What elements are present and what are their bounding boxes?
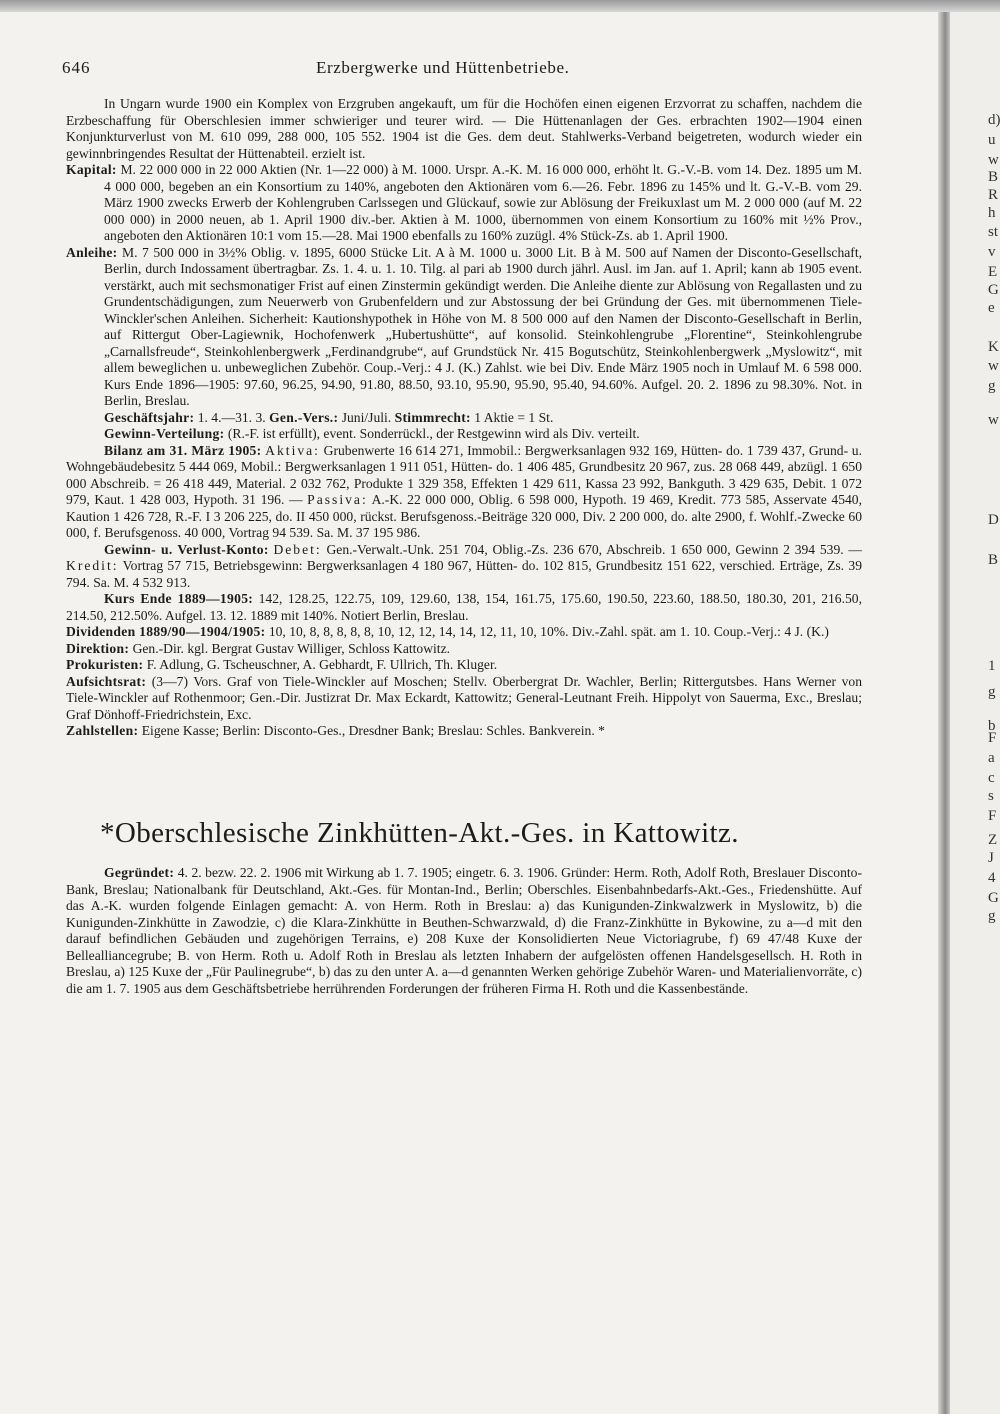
adjacent-page	[950, 12, 1000, 1414]
adjacent-page-fragment: s	[988, 788, 994, 804]
entry-label-3: Stimmrecht:	[394, 409, 471, 425]
adjacent-page-fragment: 4	[988, 870, 996, 886]
entry-label: Gewinn-Verteilung:	[104, 426, 225, 441]
entry-label: Gewinn- u. Verlust-Konto:	[104, 541, 269, 557]
adjacent-page-fragment: D	[988, 512, 999, 528]
entry-kurs	[66, 591, 862, 624]
adjacent-page-fragment: G	[988, 890, 999, 906]
adjacent-page-fragment: g	[988, 684, 996, 700]
entry-text: M. 22 000 000 in 22 000 Aktien (Nr. 1—22 000) à M. 1000. Urspr. A.-K. M. 16 000 000, erhöht lt. G.-V.-B. vom 14. Dez. 1895 um M. 4 000 000, begeben an ein Konsortium zu 140%, angeboten den Aktionären vom 6.—26. Febr. 1896 zu 145% und lt. G.-V.-B. vom 29. März 1900 zwecks Erwerb der Kohlengruben Carlssegen und Glückauf, sowie zur Ablösung der Freikuxlast um M. 2 000 000 (auf M. 22 000 000) in 2000 neuen, ab 1. April 1900 div.-ber. Aktien à M. 1000, übernommen von einem Konsortium zu 160% mit ½% Prov., angeboten den Aktionären 10:1 vom 15.—28. Mai 1900 ebenfalls zu 160% zuzügl. 4% Stück-Zs. ab 1. April 1900.	[104, 162, 862, 243]
entry-text: (3—7) Vors. Graf von Tiele-Winckler auf Moschen; Stellv. Oberbergrat Dr. Wachler, Berlin; Rittergutsbes. Hans Werner von Tiele-Winckler auf Rothenmoor; Gen.-Dir. Justizrat Dr. Max Eckardt, Kattowitz; General-Leutnant Freih. Hippolyt von Sauerma, Exc., Breslau; Graf Dönhoff-Friedrichstein, Exc.	[66, 673, 862, 722]
page-number: 646	[62, 58, 91, 77]
entry-label: Aufsichtsrat:	[66, 673, 147, 689]
entry-zahlstellen	[66, 723, 862, 740]
adjacent-page-fragment: v	[988, 244, 996, 260]
second-entry	[66, 865, 862, 997]
entry-text-3: 1 Aktie = 1 St.	[474, 409, 554, 425]
entry-label: Prokuristen:	[66, 657, 144, 672]
adjacent-page-fragment: d)	[988, 112, 1000, 128]
passiva-label: Passiva:	[307, 492, 368, 507]
entry-label: Gegründet:	[104, 865, 175, 880]
entry-text: Grubenwerte 16 614 271, Immobil.: Bergwerksanlagen 932 169, Hütten- do. 1 739 437, Grund- u. Wohngebäudebesitz 5 444 069, Mobil.: Bergwerksanlagen 1 911 051, Hütten- do. 1 406 485, Grundbesitz 20 967, zus. 28 068 449, abzügl. 1 650 000 Abschreib. = 26 418 449, Material. 2 032 762, Produkte 1 329 358, Effekten 1 429 611, Kassa 23 992, Bankguth. 3 429 635, Debit. 1 072 979, Kaut. 1 428 003, Hypoth. 31 196. —	[66, 442, 862, 507]
adjacent-page-fragment: K	[988, 339, 999, 355]
entry-label: Dividenden 1889/90—1904/1905:	[66, 624, 266, 639]
adjacent-page-fragment: h	[988, 205, 996, 221]
intro-paragraph: In Ungarn wurde 1900 ein Komplex von Erzgruben angekauft, um für die Hochöfen einen eigenen Erzvorrat zu schaffen, nachdem die Erzbeschaffung für Oberschlesien immer schwieriger und teurer wird. — Die Hüttenanlagen der Ges. erbrachten 1902—1904 einen Konjunkturverlust von M. 610 099, 288 000, 105 552. 1904 ist die Ges. dem deut. Stahlwerks-Verband beigetreten, wodurch wieder ein gewinnbringendes Resultat der Hüttenabteil. erzielt ist.	[66, 96, 862, 161]
adjacent-page-fragment: g	[988, 908, 996, 924]
entry-prokuristen	[66, 657, 862, 674]
entry-kapital	[66, 162, 862, 245]
entry-text-2: A.-K. 22 000 000, Oblig. 6 598 000, Hypoth. 19 469, Kredit. 773 585, Asservate 4540, Kaution 1 426 728, R.-F. I 3 206 225, do. II 450 000, rückst. Berufsgenoss.-Beiträge 320 000, Div. 2 200 000, do. alte 2900, f. Wohlf.-Zwecke 60 000, f. Berufsgenoss. 40 000, Vortrag 94 539. Sa. M. 37 195 986.	[66, 492, 862, 540]
entry-label: Kapital:	[66, 162, 117, 177]
book-gutter	[938, 12, 950, 1414]
adjacent-page-fragment: a	[988, 750, 995, 766]
entry-label: Zahlstellen:	[66, 723, 139, 738]
entry-gegruendet	[66, 865, 862, 997]
adjacent-page-fragment: w	[988, 358, 999, 374]
entry-text: 4. 2. bezw. 22. 2. 1906 mit Wirkung ab 1. 7. 1905; eingetr. 6. 3. 1906. Gründer: Herm. Roth, Adolf Roth, Breslauer Disconto-Bank, Breslau; Nationalbank für Deutschland, Akt.-Ges. für Montan-Ind., Berlin; Oberschles. Eisenbahnbedarfs-Akt.-Ges., Friedenshütte. Auf das A.-K. wurden folgende Einlagen gemacht: A. von Herm. Roth in Breslau: a) das Kunigunden-Zinkwalzwerk in Myslowitz, b) die Kunigunden-Zinkhütte in Zawodzie, c) die Klara-Zinkhütte in Beuthen-Schwarzwald, d) die Franz-Zinkhütte in Bykowine, zu a—d mit den darauf befindlichen Gebäuden und zugehörigen Terrains, e) 208 Kuxe der Konsolidierten Neue Victoriagrube, f) 69 47/48 Kuxe der Bellealliancegrube; B. von Herm. Roth u. Adolf Roth in Breslau als letzten Inhabern der aufgelösten offenen Handelsgesellsch. H. Roth in Breslau, a) 125 Kuxe der „Für Paulinegrube“, b) das zu den unter A. a—d genannten Werken gehörige Zubehör Waren- und Materialienvorräte, c) die am 1. 7. 1905 aus dem Geschäftsbetriebe herrührenden Forderungen der früheren Firma H. Roth und die Kassenbestände.	[66, 865, 862, 996]
adjacent-page-fragment: st	[988, 224, 999, 240]
adjacent-page-fragment: R	[988, 187, 999, 203]
entry-anleihe	[66, 245, 862, 410]
adjacent-page-fragment: w	[988, 152, 999, 168]
entry-text-2: Vortrag 57 715, Betriebsgewinn: Bergwerksanlagen 4 180 967, Hütten- do. 102 815, Grundbesitz 151 622, verschied. Erträge, Zs. 39 794. Sa. M. 4 532 913.	[66, 558, 862, 590]
entry-text: F. Adlung, G. Tscheuschner, A. Gebhardt, F. Ullrich, Th. Kluger.	[146, 657, 498, 672]
entry-text: (R.-F. ist erfüllt), event. Sonderrückl., der Restgewinn wird als Div. verteilt.	[227, 426, 640, 441]
entry-aufsichtsrat	[66, 674, 862, 724]
adjacent-page-fragment: w	[988, 412, 999, 428]
entry-label-2: Gen.-Vers.:	[269, 409, 339, 425]
running-title: Erzbergwerke und Hüttenbetriebe.	[316, 58, 570, 77]
entry-label: Anleihe:	[66, 244, 118, 260]
adjacent-page-fragment: F	[988, 808, 997, 824]
entry-text: 1. 4.—31. 3.	[197, 409, 266, 425]
entry-direktion	[66, 641, 862, 658]
entry-text: 10, 10, 8, 8, 8, 8, 8, 10, 12, 12, 14, 14, 12, 11, 10, 10%. Div.-Zahl. spät. am 1. 10. Coup.-Verj.: 4 J. (K.)	[268, 624, 829, 639]
adjacent-page-fragment: B	[988, 552, 999, 568]
debet-label: Debet:	[273, 541, 322, 557]
adjacent-page-fragment: G	[988, 282, 999, 298]
entry-label: Geschäftsjahr:	[104, 409, 195, 425]
entry-label: Kurs Ende 1889—1905:	[104, 591, 254, 606]
entry-gewinn-verteilung	[66, 426, 862, 443]
adjacent-page-fragment: 1	[988, 658, 996, 674]
aktiva-label: Aktiva:	[265, 442, 320, 458]
adjacent-page-fragment: F	[988, 730, 997, 746]
kredit-label: Kredit:	[66, 558, 119, 573]
entry-geschaeftsjahr	[66, 410, 862, 427]
entry-gewinn-verlust	[66, 542, 862, 592]
adjacent-page-fragment: b	[988, 718, 996, 734]
adjacent-page-fragment: e	[988, 300, 995, 316]
adjacent-page-fragment: Z	[988, 832, 998, 848]
adjacent-page-fragment: J	[988, 850, 994, 866]
entry-text: Eigene Kasse; Berlin: Disconto-Ges., Dresdner Bank; Breslau: Schles. Bankverein. *	[141, 723, 605, 738]
entry-bilanz	[66, 443, 862, 542]
company-heading: *Oberschlesische Zinkhütten-Akt.-Ges. in Kattowitz.	[100, 817, 739, 849]
running-header	[62, 58, 862, 82]
adjacent-page-fragment: E	[988, 264, 998, 280]
entry-label: Bilanz am 31. März 1905:	[104, 442, 262, 458]
entry-text-2: Juni/Juli.	[341, 409, 392, 425]
adjacent-page-fragment: g	[988, 378, 996, 394]
adjacent-page-fragment: B	[988, 169, 999, 185]
entry-text: Gen.-Verwalt.-Unk. 251 704, Oblig.-Zs. 236 670, Abschreib. 1 650 000, Gewinn 2 394 539. —	[326, 541, 862, 557]
adjacent-page-fragment: c	[988, 770, 995, 786]
scan-top-edge	[0, 0, 1000, 12]
entry-text: 142, 128.25, 122.75, 109, 129.60, 138, 154, 161.75, 175.60, 190.50, 223.60, 188.50, 180.30, 201, 216.50, 214.50, 212.50%. Aufgel. 13. 12. 1889 mit 140%. Notiert Berlin, Breslau.	[66, 591, 862, 623]
entry-text: Gen.-Dir. kgl. Bergrat Gustav Williger, Schloss Kattowitz.	[132, 640, 451, 656]
adjacent-page-fragment: u	[988, 132, 996, 148]
main-entry	[66, 96, 862, 740]
entry-dividenden	[66, 624, 862, 641]
entry-label: Direktion:	[66, 640, 130, 656]
entry-text: M. 7 500 000 in 3½% Oblig. v. 1895, 6000 Stücke Lit. A à M. 1000 u. 3000 Lit. B à M. 500 auf Namen der Disconto-Gesellschaft, Berlin, durch Indossament übertragbar. Zs. 1. 4. u. 1. 10. Tilg. al pari ab 1900 durch jährl. Ausl. im Jan. auf 1. April; kann ab 1905 event. verstärkt, auch mit sechsmonatiger Frist auf einen Zinstermin gekündigt werden. Die Anleihe diente zur Ablösung von Regallasten und zu Grundentschädigungen, zum Neuerwerb von Grubenfeldern und zur Abstossung der bei Gründung der Ges. mit übernommenen Tiele-Winckler'schen Anleihen. Sicherheit: Kautionshypothek in Höhe von M. 8 500 000 auf den Namen der Disconto-Gesellschaft in Berlin, auf Rittergut Ober-Lagiewnik, Hochofenwerk „Hubertushütte“, auf konsolid. Steinkohlengrube „Florentine“, Steinkohlengrube „Carnallsfreude“, Steinkohlenbergwerk „Ferdinandgrube“, auf Grundstück Nr. 415 Bogutschütz, Steinkohlenbergwerk „Myslowitz“, mit allem beweglichen u. unbeweglichen Zubehör. Coup.-Verj.: 4 J. (K.) Zahlst. wie bei Div. Ende März 1905 noch in Umlauf M. 6 598 000. Kurs Ende 1896—1905: 97.60, 96.25, 94.90, 91.80, 88.50, 93.10, 95.90, 95.90, 95.40, 94.60%. Aufgel. 20. 2. 1896 zu 98.30%. Not. in Berlin, Breslau.	[104, 244, 862, 408]
